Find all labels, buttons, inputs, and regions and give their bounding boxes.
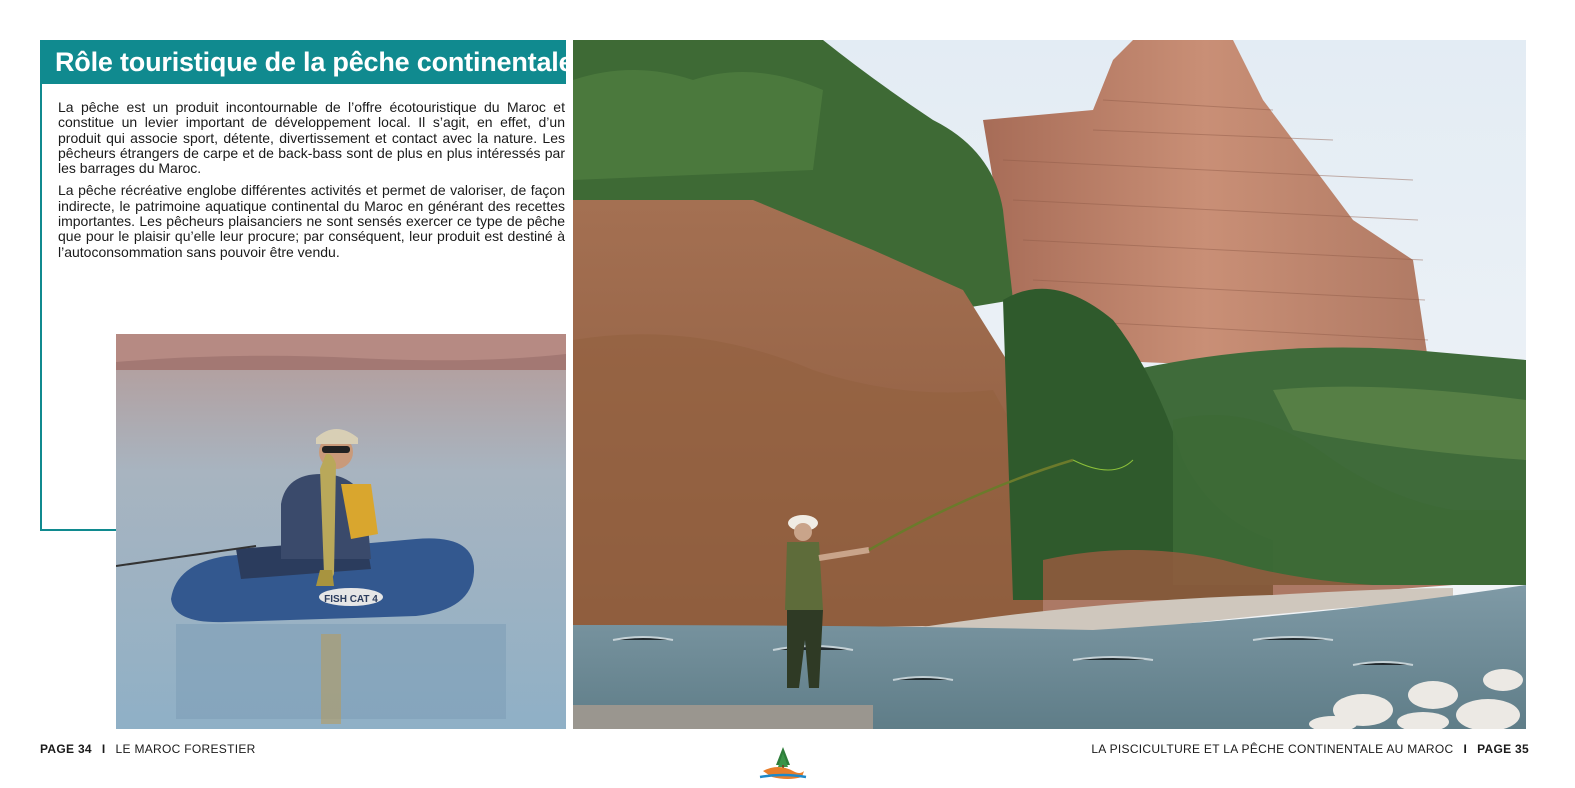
body-text [58, 100, 565, 267]
float-tube-brand-label: FISH CAT 4 [324, 594, 378, 605]
frame-border-bottom [40, 529, 116, 531]
paragraph-1: La pêche est un produit incontournable de l’offre écotouristique du Maroc et constitue un levier important de développement local. Il s’agit, en effet, d’un produit qui associe sport, détente, divertissement et contact avec la nature. Les pêcheurs étrangers de carpe et de back-bass sont de plus en plus intéressés par les barrages du Maroc. [58, 99, 565, 177]
publication-title: LE MAROC FORESTIER [115, 742, 256, 756]
frame-border-left [40, 84, 42, 530]
paragraph-2: La pêche récréative englobe différentes activités et permet de valoriser, de façon indirecte, le patrimoine aquatique continental du Maroc en générant des recettes importantes. Les pêcheurs plaisanciers ne sont sensés exercer ce type de pêche que pour le plaisir qu’elle leur procure; par conséquent, leur produit est destiné à l’autoconsommation sans pouvoir être vendu. [58, 182, 565, 260]
page-number-left: PAGE 34 [40, 742, 92, 756]
chapter-title: LA PISCICULTURE ET LA PÊCHE CONTINENTALE AU MAROC [1091, 742, 1454, 756]
section-title: Rôle touristique de la pêche continentale [40, 40, 566, 84]
footer-separator-left: I [101, 742, 106, 756]
river-fly-fishing-photo [573, 40, 1526, 729]
page-number-right: PAGE 35 [1477, 742, 1529, 756]
float-tube-fisherman-photo [116, 334, 566, 729]
publication-logo [758, 745, 808, 781]
footer-separator-right: I [1463, 742, 1468, 756]
footer-left [40, 742, 256, 756]
footer-right [1091, 742, 1529, 756]
